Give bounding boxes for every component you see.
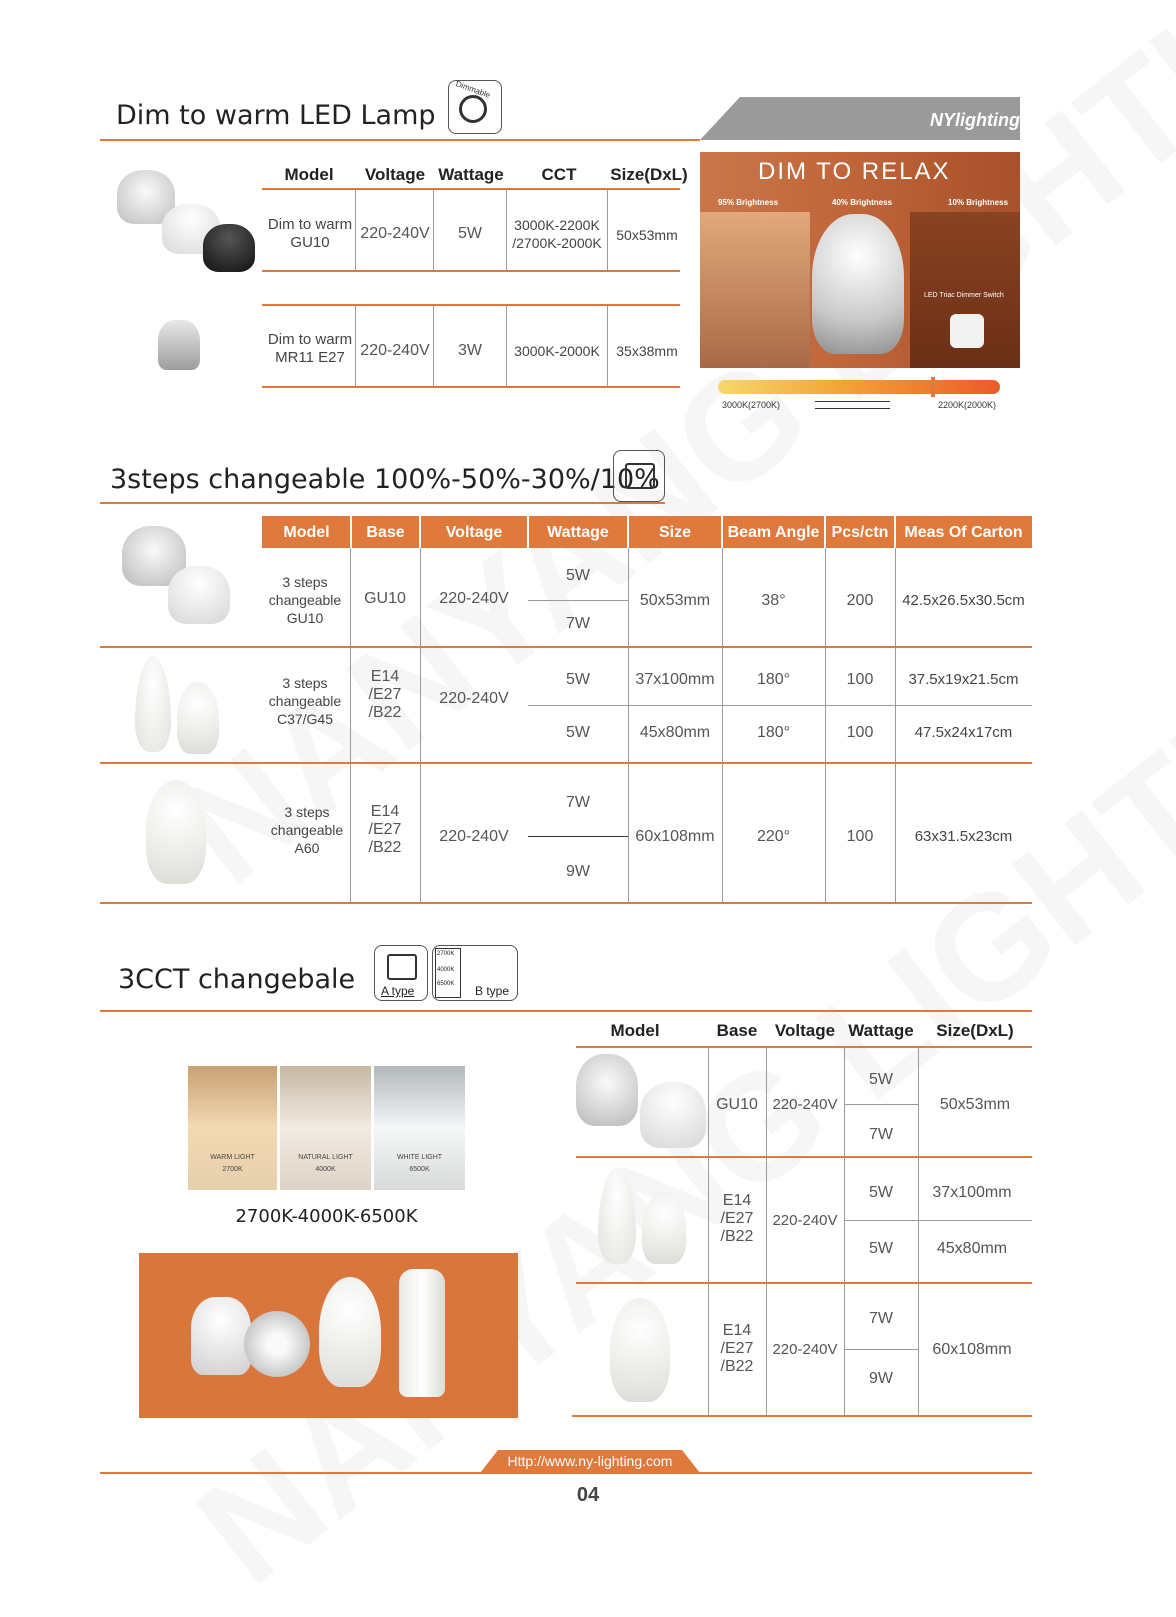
s2-g3-carton: 63x31.5x23cm <box>914 828 1013 845</box>
b-type-temp: 2700K <box>437 951 455 957</box>
promo-level-40: 40% Brightness <box>832 198 893 207</box>
s2-g3-model: 3 steps changeable A60 <box>270 804 344 856</box>
s1-vline <box>506 306 507 386</box>
s2-g3-watt-b: 9W <box>566 863 590 880</box>
s2-gu10-white-image <box>168 566 230 624</box>
s3-g3-voltage: 220-240V <box>772 1341 838 1358</box>
s3-g1-rule <box>576 1156 1032 1158</box>
s3-g2-watt-b: 5W <box>869 1240 893 1257</box>
s3-g1-watt-b: 7W <box>869 1126 893 1143</box>
s2-header-pcs: Pcs/ctn <box>831 524 889 541</box>
gu10-black-image <box>203 224 255 272</box>
s2-g2-carton-a: 37.5x19x21.5cm <box>908 671 1019 688</box>
arrow-right-icon <box>815 401 890 402</box>
a-type-label: A type <box>381 984 415 998</box>
s3-a60-image <box>610 1298 670 1402</box>
s2-g1-pcs: 200 <box>846 592 874 609</box>
cct-panel-natural <box>280 1066 371 1190</box>
cct-panel-label: WHITE LIGHT <box>396 1154 443 1161</box>
s1-vline <box>433 306 434 386</box>
s3-header-model: Model <box>610 1021 660 1040</box>
section2-rule <box>100 502 665 504</box>
s2-g1-model: 3 steps changeable GU10 <box>268 574 342 626</box>
section1-title: Dim to warm LED Lamp <box>116 100 436 131</box>
s2-g3-beam: 220° <box>756 828 791 845</box>
cct-scale-left: 3000K(2700K) <box>722 400 781 410</box>
s1-row-gap-rule <box>262 304 680 306</box>
s2-g45-image <box>177 682 219 754</box>
s3-header-base: Base <box>716 1021 758 1040</box>
s1-row1-rule <box>262 270 680 272</box>
cct-panel-temp: 2700K <box>222 1166 243 1173</box>
a-type-badge <box>374 945 428 1001</box>
brand-logo: NYlighting <box>930 110 1020 130</box>
s1-header-model: Model <box>284 165 334 184</box>
showcase-gu10-image <box>191 1297 251 1375</box>
s1-row2-voltage: 220-240V <box>360 342 430 359</box>
dim-to-relax-promo <box>700 152 1020 368</box>
s2-candle-image <box>135 656 171 752</box>
dimmer-knob-icon <box>459 95 487 123</box>
s2-g2-watt-b: 5W <box>566 724 590 741</box>
s2-g2-size-b: 45x80mm <box>639 724 711 741</box>
s2-g1-watt-b: 7W <box>566 615 590 632</box>
s2-g2-watt-a: 5W <box>566 671 590 688</box>
mr11-e27-image <box>158 320 200 370</box>
s3-g3-rule <box>572 1415 1032 1417</box>
s2-header-sep <box>527 516 529 548</box>
s3-header-voltage: Voltage <box>774 1021 836 1040</box>
product-showcase <box>139 1253 518 1418</box>
cct-slider-mark <box>931 377 935 397</box>
promo-title: DIM TO RELAX <box>758 158 951 185</box>
s2-header-sep <box>894 516 896 548</box>
cct-switch-icon <box>435 948 461 998</box>
s2-g2-pcs-a: 100 <box>846 671 874 688</box>
s1-row1-cct: 3000K-2200K /2700K-2000K <box>512 217 602 251</box>
s2-header-sep <box>721 516 723 548</box>
room-scene-left <box>700 212 810 368</box>
s1-row2-rule <box>262 386 680 388</box>
switch-hand-badge <box>613 450 665 502</box>
showcase-a60-image <box>319 1277 381 1387</box>
s3-gu10-clear-image <box>576 1054 638 1126</box>
s2-g3-base: E14 /E27 /B22 <box>368 803 402 856</box>
s2-header-wattage: Wattage <box>547 524 609 541</box>
s1-header-voltage: Voltage <box>364 165 426 184</box>
s2-g3-voltage: 220-240V <box>439 828 509 845</box>
dimmable-badge-label: Dimmable <box>454 79 492 100</box>
s1-vline <box>355 190 356 270</box>
s3-candle-image <box>598 1168 636 1264</box>
s3-g2-base: E14 /E27 /B22 <box>720 1192 754 1245</box>
s3-g1-size: 50x53mm <box>939 1096 1011 1113</box>
s1-vline <box>506 190 507 270</box>
s3-g2-size-b: 45x80mm <box>936 1240 1008 1257</box>
s3-header-size: Size(DxL) <box>936 1021 1014 1040</box>
cct-panel-label: NATURAL LIGHT <box>298 1154 353 1161</box>
hand-switch-icon <box>625 463 655 489</box>
s2-g1-base: GU10 <box>364 590 406 607</box>
s2-g2-pcs-b: 100 <box>846 724 874 741</box>
section3-rule <box>100 1010 1032 1012</box>
s3-g1-watt-a: 5W <box>869 1071 893 1088</box>
s2-g3-split <box>528 836 628 837</box>
dimmer-switch-image <box>950 314 984 348</box>
s2-g1-beam: 38° <box>761 592 786 609</box>
s2-g2-rule <box>100 762 1032 764</box>
cct-panel-white <box>374 1066 465 1190</box>
promo-switch-label: LED Triac Dimmer Switch <box>924 292 1004 299</box>
s2-g2-beam-b: 180° <box>756 724 791 741</box>
s2-header-size: Size <box>658 524 691 541</box>
s3-g1-split <box>844 1104 918 1105</box>
cct-panel-label: WARM LIGHT <box>210 1154 255 1161</box>
s3-g1-voltage: 220-240V <box>772 1096 838 1113</box>
s2-g1-split <box>528 600 628 601</box>
s1-vline <box>607 190 608 270</box>
s3-g2-rule <box>576 1282 1032 1284</box>
s3-gu10-white-image <box>640 1082 706 1148</box>
s2-g2-base: E14 /E27 /B22 <box>368 668 402 721</box>
b-type-temp: 4000K <box>437 967 455 973</box>
s2-g3-watt-a: 7W <box>566 794 590 811</box>
section1-rule <box>100 139 700 141</box>
s1-row2-model: Dim to warm MR11 E27 <box>267 331 353 366</box>
cct-gradient-bar <box>718 380 1000 394</box>
promo-bulb-image <box>812 214 904 354</box>
s3-header-wattage: Wattage <box>848 1021 914 1040</box>
promo-level-10: 10% Brightness <box>948 198 1009 207</box>
s2-g1-rule <box>100 646 1032 648</box>
s2-a60-image <box>146 780 206 884</box>
s3-g2-watt-a: 5W <box>869 1184 893 1201</box>
section2-title: 3steps changeable 100%-50%-30%/10% <box>110 464 660 495</box>
b-type-temp: 6500K <box>437 981 455 987</box>
s2-g3-pcs: 100 <box>846 828 874 845</box>
s2-g1-watt-a: 5W <box>566 567 590 584</box>
s2-g2-model: 3 steps changeable C37/G45 <box>268 675 342 727</box>
s3-g2-split <box>844 1220 1032 1221</box>
cct-panel-temp: 6500K <box>409 1166 430 1173</box>
s1-row1-wattage: 5W <box>458 225 482 242</box>
s3-g2-size-a: 37x100mm <box>932 1184 1012 1201</box>
s2-header-beam: Beam Angle <box>727 524 820 541</box>
s1-vline <box>355 306 356 386</box>
s2-g3-rule <box>100 902 1032 904</box>
s3-header-rule <box>576 1046 1032 1048</box>
s3-g2-voltage: 220-240V <box>772 1212 838 1229</box>
footer-url[interactable]: Http://www.ny-lighting.com <box>507 1453 673 1469</box>
hand-switch-icon <box>387 954 417 980</box>
s1-header-cct: CCT <box>541 165 577 184</box>
s1-vline <box>433 190 434 270</box>
s1-row1-model: Dim to warm GU10 <box>267 216 353 251</box>
b-type-label: B type <box>475 984 510 998</box>
s3-g3-watt-b: 9W <box>869 1370 893 1387</box>
s2-header-base: Base <box>366 524 405 541</box>
dimmable-badge <box>448 80 502 134</box>
s2-header-voltage: Voltage <box>445 524 503 541</box>
s2-header-model: Model <box>283 524 330 541</box>
cct-panel-warm <box>188 1066 277 1190</box>
cct-panel-temp: 4000K <box>315 1166 336 1173</box>
s2-g1-size: 50x53mm <box>639 592 711 609</box>
s1-vline <box>607 306 608 386</box>
page-number: 04 <box>576 1484 600 1506</box>
s2-header-sep <box>419 516 421 548</box>
s3-g3-base: E14 /E27 /B22 <box>720 1322 754 1375</box>
b-type-badge <box>432 945 518 1001</box>
s2-g2-voltage: 220-240V <box>439 690 509 707</box>
cct-scale-right: 2200K(2000K) <box>938 400 997 410</box>
s3-g3-watt-a: 7W <box>869 1310 893 1327</box>
section3-title: 3CCT changebale <box>118 964 356 995</box>
s2-g2-split <box>528 705 1032 706</box>
s2-g2-size-a: 37x100mm <box>635 671 715 688</box>
s1-header-wattage: Wattage <box>438 165 504 184</box>
s1-row2-cct: 3000K-2000K <box>514 343 600 359</box>
s2-header-sep <box>350 516 352 548</box>
s1-header-rule <box>262 188 680 190</box>
showcase-tube-image <box>399 1269 445 1397</box>
s3-g45-image <box>642 1192 686 1264</box>
arrow-left-icon <box>815 408 890 409</box>
s2-g1-voltage: 220-240V <box>439 590 509 607</box>
showcase-mr16-image <box>244 1311 310 1377</box>
s2-g2-carton-b: 47.5x24x17cm <box>914 724 1013 741</box>
s1-row2-wattage: 3W <box>458 342 482 359</box>
s1-row1-voltage: 220-240V <box>360 225 430 242</box>
s1-header-size: Size(DxL) <box>610 165 688 184</box>
cct-range-label: 2700K-4000K-6500K <box>235 1206 418 1227</box>
s3-g3-size: 60x108mm <box>932 1341 1012 1358</box>
s2-header-carton: Meas Of Carton <box>904 524 1023 541</box>
s1-row1-size: 50x53mm <box>616 227 678 243</box>
s1-row2-size: 35x38mm <box>616 343 678 359</box>
s3-g3-split <box>844 1349 918 1350</box>
s2-g2-beam-a: 180° <box>756 671 791 688</box>
s2-header-sep <box>627 516 629 548</box>
s3-g1-base: GU10 <box>716 1096 758 1113</box>
s2-g1-carton: 42.5x26.5x30.5cm <box>902 592 1025 609</box>
s2-header-sep <box>824 516 826 548</box>
s2-g3-size: 60x108mm <box>635 828 715 845</box>
promo-level-95: 95% Brightness <box>718 198 779 207</box>
